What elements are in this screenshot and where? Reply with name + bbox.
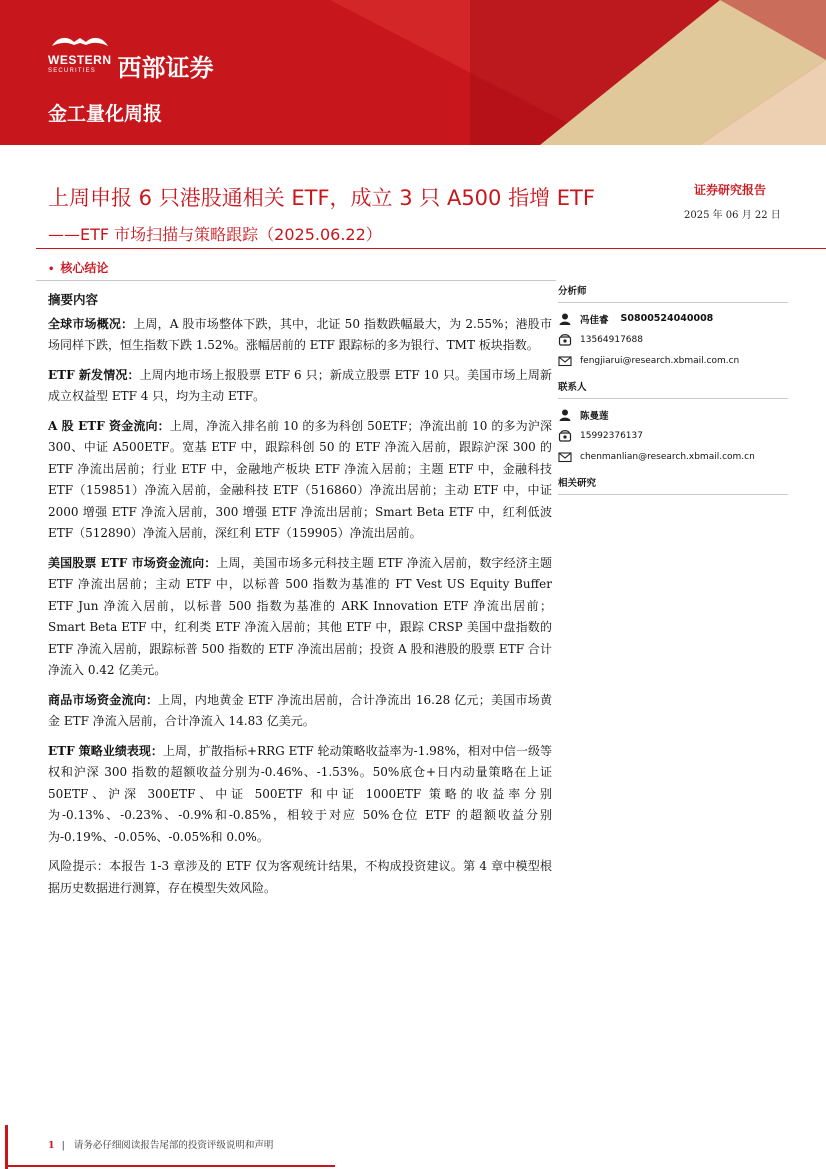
company-logo bbox=[48, 48, 214, 83]
page-number: 1 bbox=[48, 1140, 55, 1151]
report-type-label: 证券研究报告 bbox=[694, 183, 767, 197]
phone-icon bbox=[558, 429, 572, 443]
section-heading bbox=[48, 259, 108, 276]
email-icon bbox=[558, 450, 572, 464]
contact-email-row bbox=[558, 446, 788, 467]
title-divider bbox=[36, 248, 826, 249]
section-title: 核心结论 bbox=[60, 261, 109, 275]
contact-phone: 15992376137 bbox=[580, 430, 643, 441]
person-icon bbox=[558, 408, 572, 422]
paragraph-lead: 商品市场资金流向： bbox=[48, 692, 159, 707]
contact-label: 联系人 bbox=[558, 376, 788, 399]
analyst-cert: S0800524040008 bbox=[620, 313, 714, 324]
paragraph-text: 上周内地市场上报股票 ETF 6 只；新成立股票 ETF 10 只。美国市场上周新成立权益型 ETF 4 只，均为主动 ETF。 bbox=[48, 367, 552, 403]
paragraph-lead: A 股 ETF 资金流向： bbox=[48, 418, 170, 433]
analyst-phone: 13564917688 bbox=[580, 334, 643, 345]
paragraph-text: 风险提示：本报告 1-3 章涉及的 ETF 仅为客观统计结果，不构成投资建议。第 4 章中模型根据历史数据进行测算，存在模型失效风险。 bbox=[48, 859, 552, 895]
email-icon bbox=[558, 354, 572, 368]
page-footer bbox=[48, 1137, 273, 1151]
paragraph-new-etf bbox=[48, 365, 552, 408]
footer-disclaimer: 请务必仔细阅读报告尾部的投资评级说明和声明 bbox=[73, 1140, 274, 1151]
analyst-name: 冯佳睿 bbox=[580, 314, 609, 326]
contact-name: 陈曼莲 bbox=[580, 410, 609, 422]
paragraph-text: 上周，美国市场多元科技主题 ETF 净流入居前，数字经济主题 ETF 净流出居前；主动 ETF 中，以标普 500 指数为基准的 FT Vest US Equity Buffer ETF Jun 净流入居前，以标普 500 指数为基准的 ARK Innovation ETF 净流出居前；Smart Beta ETF 中，红利类 ETF 净流入居前；其他 ETF 中，跟踪 CRSP 美国中盘指数的 ETF 净流入居前，跟踪标普 500 指数的 ETF 净流出居前；投资 A 股和港股的股票 ETF 合计净流入 0.42 亿美元。 bbox=[48, 555, 552, 677]
paragraph-us-flow bbox=[48, 553, 552, 682]
logo-chinese: 西部证券 bbox=[117, 54, 214, 82]
paragraph-strategy bbox=[48, 741, 552, 849]
analyst-email[interactable]: fengjiarui@research.xbmail.com.cn bbox=[580, 355, 740, 366]
header-banner bbox=[0, 0, 826, 145]
paragraph-risk bbox=[48, 856, 552, 899]
report-date: 2025 年 06 月 22 日 bbox=[684, 210, 781, 221]
bullet-icon: • bbox=[48, 264, 55, 275]
paragraph-a-share-flow bbox=[48, 416, 552, 545]
contact-phone-row bbox=[558, 425, 788, 446]
corner-mark-horizontal bbox=[5, 1165, 335, 1167]
paragraph-lead: 全球市场概况： bbox=[48, 316, 134, 331]
report-subtitle: ——ETF 市场扫描与策略跟踪（2025.06.22） bbox=[48, 225, 382, 244]
paragraph-commodity-flow bbox=[48, 690, 552, 733]
paragraph-lead: ETF 新发情况： bbox=[48, 367, 140, 382]
analyst-email-row bbox=[558, 350, 788, 371]
report-kind: 金工量化周报 bbox=[48, 103, 163, 125]
corner-mark-vertical bbox=[5, 1125, 8, 1169]
paragraph-text: 上周，净流入排名前 10 的多为科创 50ETF；净流出前 10 的多为沪深 300、中证 A500ETF。宽基 ETF 中，跟踪科创 50 的 ETF 净流入居前，跟踪沪深 300 的 ETF 净流出居前；行业 ETF 中，金融地产板块 ETF 净流入居前；主题 ETF 中，金融科技 ETF（159851）净流入居前，金融科技 ETF（516860）净流出居前；主动 ETF 中，中证 2000 增强 ETF 净流入居前，300 增强 ETF 净流出居前；Smart Beta ETF 中，红利低波 ETF（512890）净流入居前，深红利 ETF（159905）净流出居前。 bbox=[48, 418, 552, 540]
paragraph-lead: 美国股票 ETF 市场资金流向： bbox=[48, 555, 217, 570]
contact-name-row bbox=[558, 404, 788, 425]
section-divider bbox=[36, 280, 556, 281]
footer-separator: | bbox=[61, 1140, 65, 1151]
summary-body bbox=[48, 289, 552, 907]
related-research-label: 相关研究 bbox=[558, 472, 788, 495]
analyst-phone-row bbox=[558, 329, 788, 350]
paragraph-text: 上周，A 股市场整体下跌，其中，北证 50 指数跌幅最大，为 2.55%；港股市场同样下跌，恒生指数下跌 1.52%。涨幅居前的 ETF 跟踪标的多为银行、TMT 板块指数。 bbox=[48, 316, 552, 352]
analyst-name-row bbox=[558, 308, 788, 329]
sidebar bbox=[558, 280, 788, 500]
phone-icon bbox=[558, 333, 572, 347]
analyst-label: 分析师 bbox=[558, 280, 788, 303]
person-icon bbox=[558, 312, 572, 326]
paragraph-lead: ETF 策略业绩表现： bbox=[48, 743, 163, 758]
logo-english-sub: SECURITIES bbox=[48, 67, 97, 74]
paragraph-text: 上周，扩散指标+RRG ETF 轮动策略收益率为-1.98%，相对中信一级等权和沪深 300 指数的超额收益分别为-0.46%、-1.53%。50%底仓+日内动量策略在上证 50ETF、沪深 300ETF、中证 500ETF 和中证 1000ETF 策略的收益率分别为-0.13%、-0.23%、-0.9%和-0.85%，相较于对应 50%仓位 ETF 的超额收益分别为-0.19%、-0.05%、-0.05%和 0.0%。 bbox=[48, 743, 552, 844]
summary-heading: 摘要内容 bbox=[48, 292, 99, 307]
paragraph-text: 上周，内地黄金 ETF 净流出居前，合计净流出 16.28 亿元；美国市场黄金 ETF 净流入居前，合计净流入 14.83 亿美元。 bbox=[48, 692, 552, 728]
paragraph-global-market bbox=[48, 314, 552, 357]
bull-logo-icon bbox=[48, 34, 112, 48]
contact-email[interactable]: chenmanlian@research.xbmail.com.cn bbox=[580, 451, 755, 462]
logo-english: WESTERN SECURITIES bbox=[48, 55, 112, 77]
report-title: 上周申报 6 只港股通相关 ETF，成立 3 只 A500 指增 ETF bbox=[48, 186, 595, 210]
